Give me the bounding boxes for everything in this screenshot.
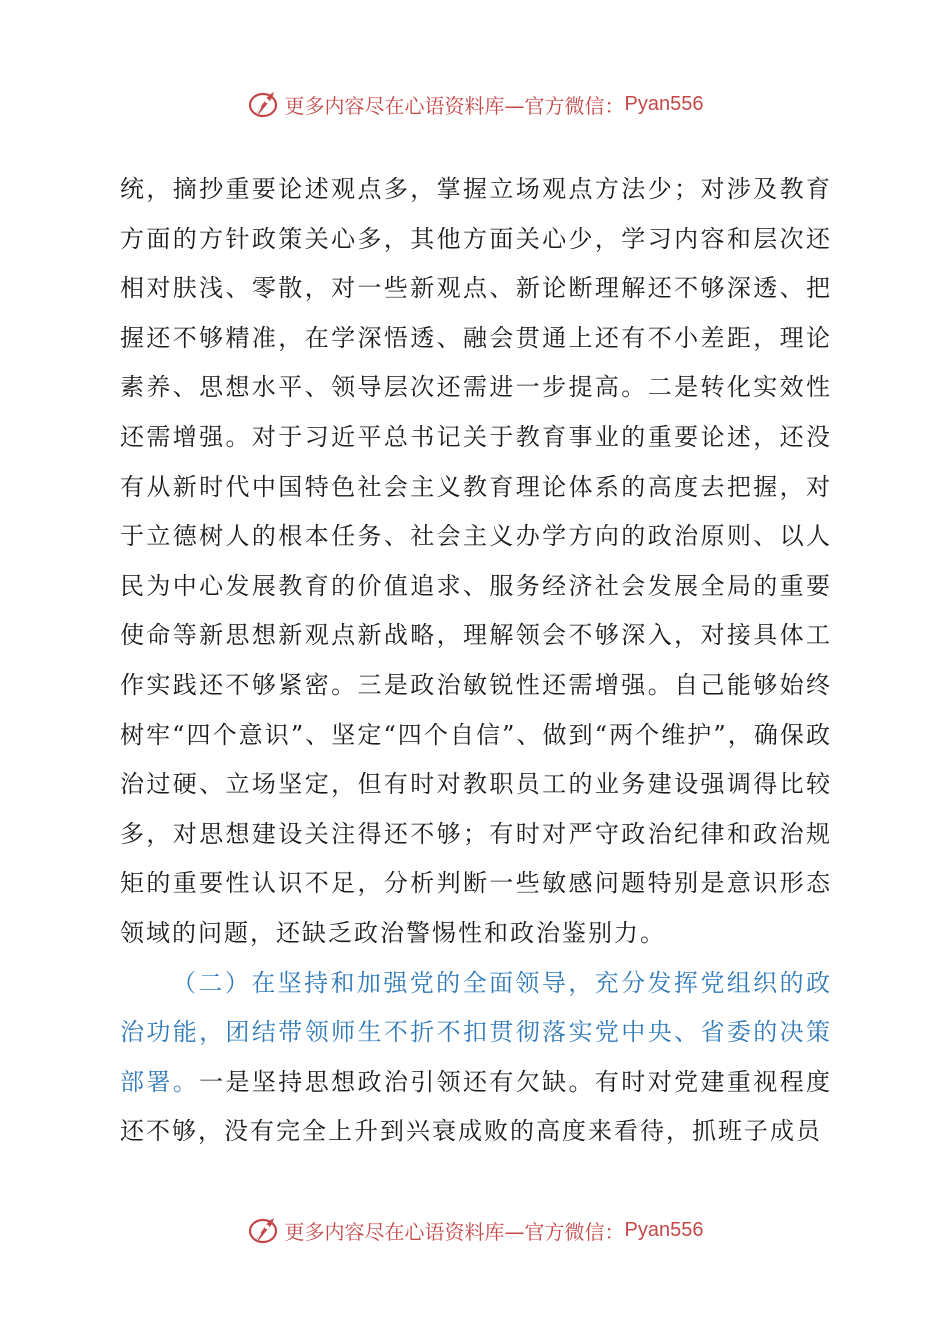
quill-pen-logo-icon <box>247 87 281 121</box>
wechat-id: Pyan556 <box>624 1218 704 1241</box>
section-paragraph <box>120 959 832 1157</box>
wechat-id: Pyan556 <box>624 92 704 115</box>
footer-banner <box>0 1210 950 1250</box>
banner-text: 更多内容尽在心语资料库—官方微信： <box>284 93 625 118</box>
banner-text: 更多内容尽在心语资料库—官方微信： <box>284 1219 625 1244</box>
quill-pen-logo-icon <box>247 1213 281 1247</box>
paragraph: 统，摘抄重要论述观点多，掌握立场观点方法少；对涉及教育方面的方针政策关心多，其他方面关心少，学习内容和层次还相对肤浅、零散，对一些新观点、新论断理解还不够深透、把握还不够精准，在学深悟透、融会贯通上还有不小差距，理论素养、思想水平、领导层次还需进一步提高。二是转化实效性还需增强。对于习近平总书记关于教育事业的重要论述，还没有从新时代中国特色社会主义教育理论体系的高度去把握，对于立德树人的根本任务、社会主义办学方向的政治原则、以人民为中心发展教育的价值追求、服务经济社会发展全局的重要使命等新思想新观点新战略，理解领会不够深入，对接具体工作实践还不够紧密。三是政治敏锐性还需增强。自己能够始终树牢“四个意识”、坚定“四个自信”、做到“两个维护”，确保政治过硬、立场坚定，但有时对教职员工的业务建设强调得比较多，对思想建设关注得还不够；有时对严守政治纪律和政治规矩的重要性认识不足，分析判断一些敏感问题特别是意识形态领域的问题，还缺乏政治警惕性和政治鉴别力。 <box>120 175 832 947</box>
document-body <box>120 165 832 1157</box>
header-banner <box>0 84 950 124</box>
section-heading: （二）在坚持和加强党的全面领导，充分发挥党组织的政治功能，团结带领师生不折不扣贯彻落实党中央、省委的决策部署。 <box>120 968 832 1096</box>
section-text: 一是坚持思想政治引领还有欠缺。有时对党建重视程度还不够，没有完全上升到兴衰成败的高度来看待，抓班子成员 <box>120 1067 833 1146</box>
